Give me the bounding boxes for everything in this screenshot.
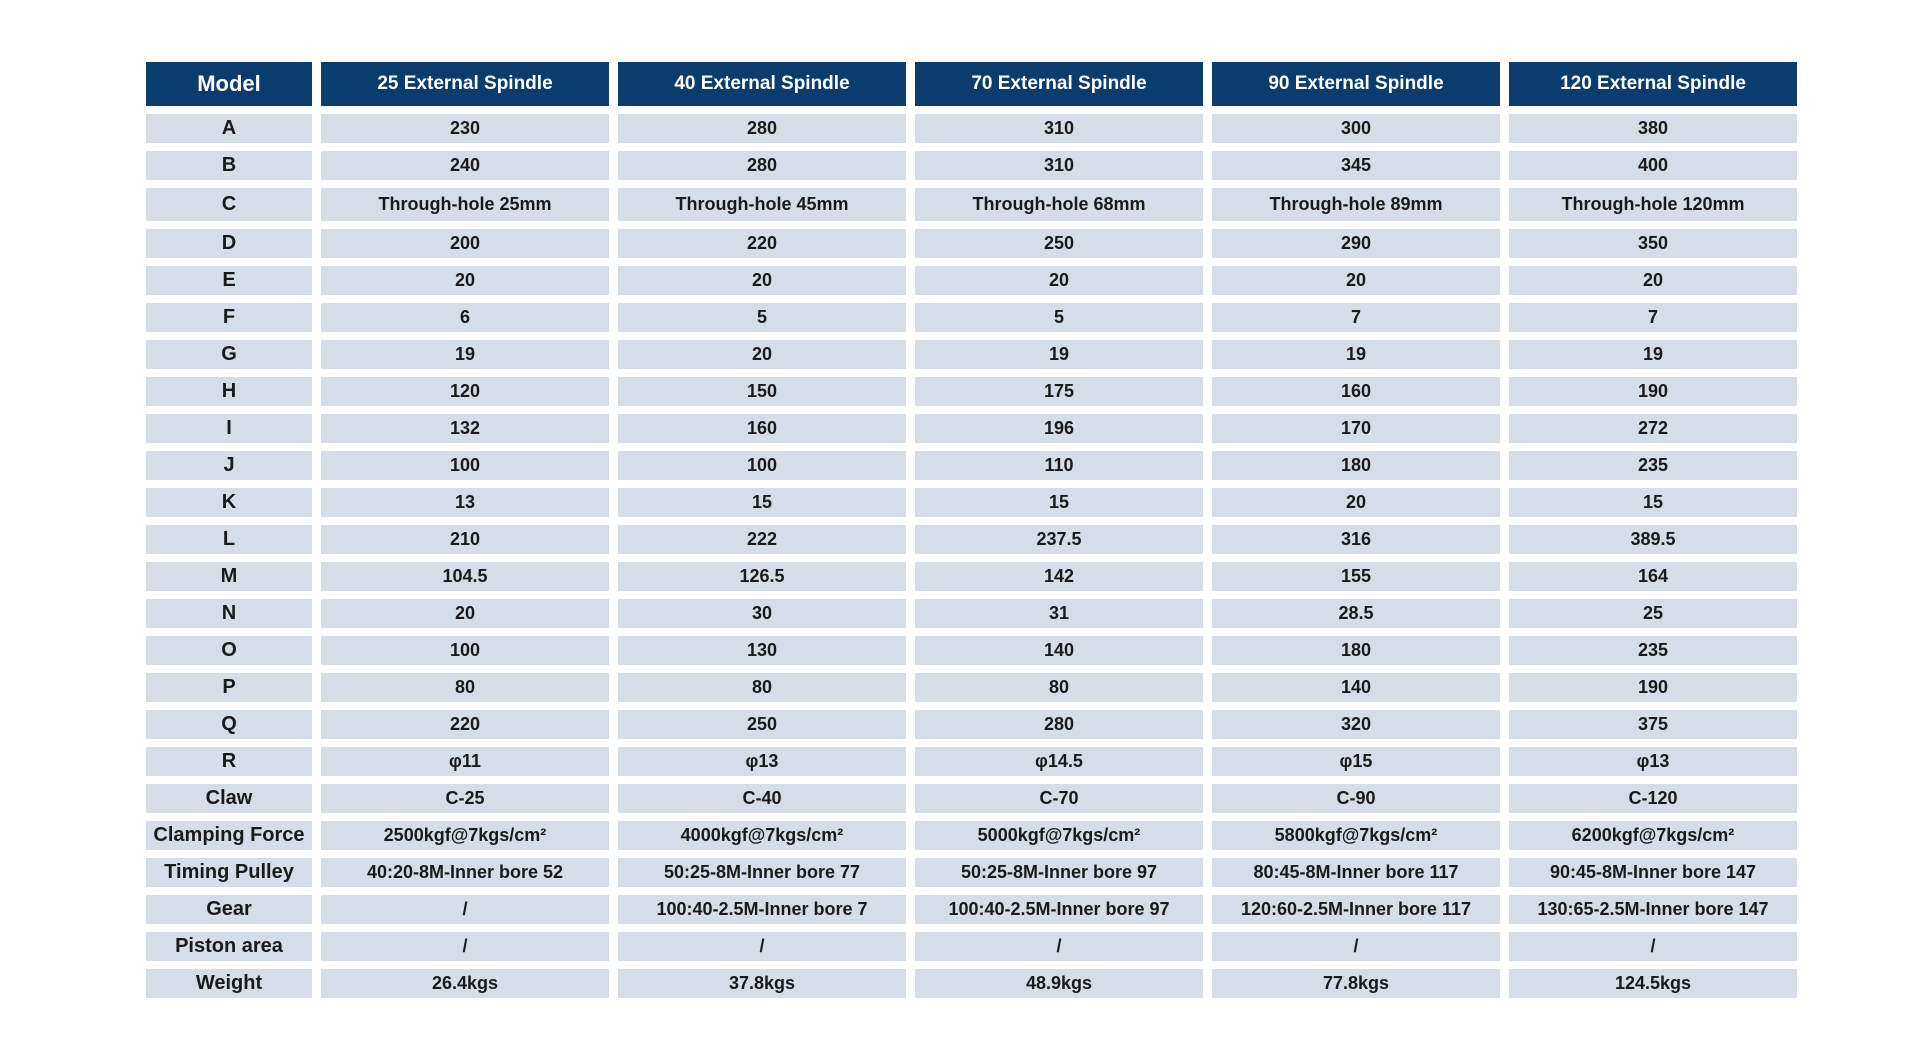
table-row bbox=[146, 451, 1797, 480]
table-cell: C-40 bbox=[618, 784, 906, 813]
table-cell: 26.4kgs bbox=[321, 969, 609, 998]
table-cell: 180 bbox=[1212, 636, 1500, 665]
table-cell: 240 bbox=[321, 151, 609, 180]
column-header-model: Model bbox=[146, 62, 312, 106]
table-cell: 13 bbox=[321, 488, 609, 517]
table-cell: Through-hole 45mm bbox=[618, 188, 906, 221]
table-cell: 80 bbox=[321, 673, 609, 702]
spindle-spec-table bbox=[137, 54, 1806, 1006]
table-row bbox=[146, 188, 1797, 221]
row-label: I bbox=[146, 414, 312, 443]
table-cell: 19 bbox=[1212, 340, 1500, 369]
row-label: G bbox=[146, 340, 312, 369]
table-row bbox=[146, 266, 1797, 295]
table-cell: 30 bbox=[618, 599, 906, 628]
table-cell: 190 bbox=[1509, 377, 1797, 406]
table-cell: 140 bbox=[1212, 673, 1500, 702]
table-cell: 28.5 bbox=[1212, 599, 1500, 628]
table-cell: Through-hole 120mm bbox=[1509, 188, 1797, 221]
table-cell: 100 bbox=[618, 451, 906, 480]
table-cell: 20 bbox=[618, 340, 906, 369]
row-label: Clamping Force bbox=[146, 821, 312, 850]
table-cell: 20 bbox=[915, 266, 1203, 295]
table-cell: / bbox=[1212, 932, 1500, 961]
table-row bbox=[146, 599, 1797, 628]
table-cell: / bbox=[915, 932, 1203, 961]
table-cell: 100:40-2.5M-Inner bore 97 bbox=[915, 895, 1203, 924]
table-cell: 230 bbox=[321, 114, 609, 143]
table-cell: 15 bbox=[915, 488, 1203, 517]
table-cell: 237.5 bbox=[915, 525, 1203, 554]
table-row bbox=[146, 821, 1797, 850]
table-row bbox=[146, 562, 1797, 591]
table-cell: 5 bbox=[915, 303, 1203, 332]
table-cell: C-25 bbox=[321, 784, 609, 813]
row-label: H bbox=[146, 377, 312, 406]
row-label: B bbox=[146, 151, 312, 180]
table-cell: 310 bbox=[915, 114, 1203, 143]
table-header bbox=[146, 62, 1797, 106]
table-row bbox=[146, 229, 1797, 258]
table-cell: 160 bbox=[1212, 377, 1500, 406]
column-header-90-external-spindle: 90 External Spindle bbox=[1212, 62, 1500, 106]
table-cell: 272 bbox=[1509, 414, 1797, 443]
table-cell: 316 bbox=[1212, 525, 1500, 554]
table-cell: 126.5 bbox=[618, 562, 906, 591]
table-cell: 31 bbox=[915, 599, 1203, 628]
table-cell: 7 bbox=[1212, 303, 1500, 332]
row-label: E bbox=[146, 266, 312, 295]
table-cell: 140 bbox=[915, 636, 1203, 665]
table-cell: 190 bbox=[1509, 673, 1797, 702]
table-row bbox=[146, 636, 1797, 665]
table-cell: 5800kgf@7kgs/cm² bbox=[1212, 821, 1500, 850]
table-row bbox=[146, 673, 1797, 702]
table-row bbox=[146, 784, 1797, 813]
table-cell: 132 bbox=[321, 414, 609, 443]
table-cell: 310 bbox=[915, 151, 1203, 180]
table-row bbox=[146, 414, 1797, 443]
row-label: M bbox=[146, 562, 312, 591]
table-cell: 250 bbox=[618, 710, 906, 739]
table-cell: C-90 bbox=[1212, 784, 1500, 813]
table-cell: 19 bbox=[1509, 340, 1797, 369]
table-cell: 77.8kgs bbox=[1212, 969, 1500, 998]
table-cell: 250 bbox=[915, 229, 1203, 258]
table-cell: 80 bbox=[915, 673, 1203, 702]
table-cell: 19 bbox=[321, 340, 609, 369]
table-cell: 48.9kgs bbox=[915, 969, 1203, 998]
table-cell: 210 bbox=[321, 525, 609, 554]
table-cell: 104.5 bbox=[321, 562, 609, 591]
table-cell: 20 bbox=[618, 266, 906, 295]
table-cell: 5 bbox=[618, 303, 906, 332]
table-cell: φ15 bbox=[1212, 747, 1500, 776]
table-cell: / bbox=[321, 895, 609, 924]
table-cell: 5000kgf@7kgs/cm² bbox=[915, 821, 1203, 850]
table-cell: / bbox=[618, 932, 906, 961]
table-cell: / bbox=[321, 932, 609, 961]
table-cell: 80:45-8M-Inner bore 117 bbox=[1212, 858, 1500, 887]
table-cell: 40:20-8M-Inner bore 52 bbox=[321, 858, 609, 887]
table-cell: 350 bbox=[1509, 229, 1797, 258]
row-label: R bbox=[146, 747, 312, 776]
table-cell: 220 bbox=[618, 229, 906, 258]
table-cell: 345 bbox=[1212, 151, 1500, 180]
table-cell: 100:40-2.5M-Inner bore 7 bbox=[618, 895, 906, 924]
row-label: O bbox=[146, 636, 312, 665]
table-row bbox=[146, 114, 1797, 143]
table-cell: 380 bbox=[1509, 114, 1797, 143]
table-cell: 6200kgf@7kgs/cm² bbox=[1509, 821, 1797, 850]
row-label: Piston area bbox=[146, 932, 312, 961]
header-row bbox=[146, 62, 1797, 106]
table-cell: Through-hole 89mm bbox=[1212, 188, 1500, 221]
table-cell: Through-hole 68mm bbox=[915, 188, 1203, 221]
table-cell: 280 bbox=[618, 114, 906, 143]
table-cell: 200 bbox=[321, 229, 609, 258]
table-row bbox=[146, 525, 1797, 554]
table-cell: 389.5 bbox=[1509, 525, 1797, 554]
table-cell: 142 bbox=[915, 562, 1203, 591]
table-cell: 222 bbox=[618, 525, 906, 554]
table-cell: 290 bbox=[1212, 229, 1500, 258]
table-cell: 15 bbox=[1509, 488, 1797, 517]
table-cell: 280 bbox=[915, 710, 1203, 739]
row-label: A bbox=[146, 114, 312, 143]
table-row bbox=[146, 377, 1797, 406]
table-row bbox=[146, 710, 1797, 739]
table-cell: 375 bbox=[1509, 710, 1797, 739]
column-header-120-external-spindle: 120 External Spindle bbox=[1509, 62, 1797, 106]
row-label: P bbox=[146, 673, 312, 702]
table-cell: 20 bbox=[1212, 488, 1500, 517]
table-cell: 19 bbox=[915, 340, 1203, 369]
table-cell: 170 bbox=[1212, 414, 1500, 443]
table-cell: 280 bbox=[618, 151, 906, 180]
table-cell: 20 bbox=[321, 599, 609, 628]
table-cell: 15 bbox=[618, 488, 906, 517]
column-header-25-external-spindle: 25 External Spindle bbox=[321, 62, 609, 106]
table-cell: C-120 bbox=[1509, 784, 1797, 813]
table-cell: 196 bbox=[915, 414, 1203, 443]
table-body bbox=[146, 114, 1797, 998]
table-cell: 120 bbox=[321, 377, 609, 406]
table-cell: 100 bbox=[321, 636, 609, 665]
table-cell: 90:45-8M-Inner bore 147 bbox=[1509, 858, 1797, 887]
table-cell: 220 bbox=[321, 710, 609, 739]
table-row bbox=[146, 151, 1797, 180]
table-cell: 164 bbox=[1509, 562, 1797, 591]
table-cell: 320 bbox=[1212, 710, 1500, 739]
table-cell: 6 bbox=[321, 303, 609, 332]
row-label: Q bbox=[146, 710, 312, 739]
table-cell: 80 bbox=[618, 673, 906, 702]
table-cell: 150 bbox=[618, 377, 906, 406]
table-cell: Through-hole 25mm bbox=[321, 188, 609, 221]
table-row bbox=[146, 895, 1797, 924]
row-label: J bbox=[146, 451, 312, 480]
table-cell: φ14.5 bbox=[915, 747, 1203, 776]
table-row bbox=[146, 932, 1797, 961]
table-cell: 110 bbox=[915, 451, 1203, 480]
table-cell: 160 bbox=[618, 414, 906, 443]
row-label: F bbox=[146, 303, 312, 332]
table-cell: 175 bbox=[915, 377, 1203, 406]
row-label: D bbox=[146, 229, 312, 258]
table-cell: 155 bbox=[1212, 562, 1500, 591]
row-label: C bbox=[146, 188, 312, 221]
table-cell: 20 bbox=[1509, 266, 1797, 295]
column-header-40-external-spindle: 40 External Spindle bbox=[618, 62, 906, 106]
table-cell: / bbox=[1509, 932, 1797, 961]
table-cell: 2500kgf@7kgs/cm² bbox=[321, 821, 609, 850]
table-row bbox=[146, 969, 1797, 998]
table-cell: φ13 bbox=[618, 747, 906, 776]
table-cell: 25 bbox=[1509, 599, 1797, 628]
table-cell: 180 bbox=[1212, 451, 1500, 480]
table-cell: C-70 bbox=[915, 784, 1203, 813]
table-row bbox=[146, 747, 1797, 776]
table-row bbox=[146, 488, 1797, 517]
table-cell: 50:25-8M-Inner bore 97 bbox=[915, 858, 1203, 887]
table-cell: 235 bbox=[1509, 636, 1797, 665]
table-cell: 4000kgf@7kgs/cm² bbox=[618, 821, 906, 850]
table-cell: 120:60-2.5M-Inner bore 117 bbox=[1212, 895, 1500, 924]
column-header-70-external-spindle: 70 External Spindle bbox=[915, 62, 1203, 106]
table-cell: φ13 bbox=[1509, 747, 1797, 776]
row-label: N bbox=[146, 599, 312, 628]
row-label: L bbox=[146, 525, 312, 554]
row-label: Timing Pulley bbox=[146, 858, 312, 887]
table-cell: φ11 bbox=[321, 747, 609, 776]
table-cell: 20 bbox=[321, 266, 609, 295]
table-cell: 20 bbox=[1212, 266, 1500, 295]
row-label: Gear bbox=[146, 895, 312, 924]
table-cell: 130:65-2.5M-Inner bore 147 bbox=[1509, 895, 1797, 924]
table-cell: 130 bbox=[618, 636, 906, 665]
table-cell: 124.5kgs bbox=[1509, 969, 1797, 998]
table-cell: 7 bbox=[1509, 303, 1797, 332]
table-cell: 235 bbox=[1509, 451, 1797, 480]
row-label: Weight bbox=[146, 969, 312, 998]
table-cell: 100 bbox=[321, 451, 609, 480]
table-cell: 50:25-8M-Inner bore 77 bbox=[618, 858, 906, 887]
row-label: Claw bbox=[146, 784, 312, 813]
table-cell: 400 bbox=[1509, 151, 1797, 180]
table-cell: 37.8kgs bbox=[618, 969, 906, 998]
row-label: K bbox=[146, 488, 312, 517]
table-row bbox=[146, 858, 1797, 887]
table-row bbox=[146, 303, 1797, 332]
table-cell: 300 bbox=[1212, 114, 1500, 143]
table-row bbox=[146, 340, 1797, 369]
